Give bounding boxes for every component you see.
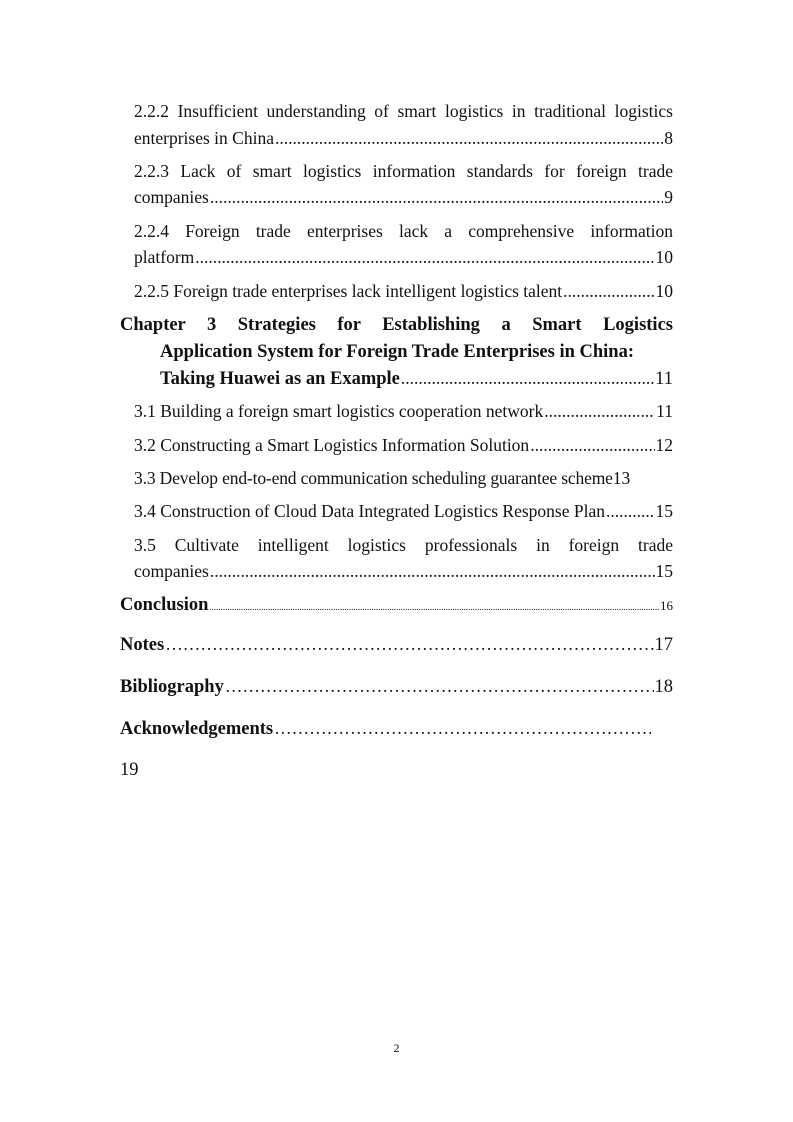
toc-entry-text: 3.1 Building a foreign smart logistics cooperation network bbox=[134, 401, 544, 421]
toc-entry-2-2-3-continuation bbox=[134, 185, 673, 209]
dot-leader bbox=[401, 366, 654, 390]
toc-page-number: 15 bbox=[655, 501, 673, 521]
toc-entry-text: Notes bbox=[120, 635, 165, 655]
toc-page-number: 16 bbox=[660, 598, 673, 613]
toc-entry-2-2-2-continuation bbox=[134, 126, 673, 150]
dot-leader bbox=[544, 399, 655, 423]
toc-page-number: 15 bbox=[655, 561, 673, 581]
toc-page-number: 10 bbox=[655, 281, 673, 301]
toc-entry-text: platform bbox=[134, 247, 195, 267]
toc-page-number-acknowledgements: 19 bbox=[120, 760, 139, 780]
toc-entry-bibliography bbox=[120, 674, 673, 698]
toc-page-number: 12 bbox=[655, 435, 673, 455]
toc-entry-text: Conclusion bbox=[120, 595, 209, 615]
toc-page-number: 11 bbox=[655, 369, 673, 389]
toc-entry-3-5-continuation bbox=[134, 559, 673, 583]
toc-entry-3-5-title: 3.5 Cultivate intelligent logistics professionals in foreign trade bbox=[134, 535, 673, 555]
toc-entry-2-2-4-title: 2.2.4 Foreign trade enterprises lack a comprehensive information bbox=[134, 221, 673, 241]
dot-leader bbox=[563, 279, 654, 303]
page-number: 2 bbox=[393, 1041, 400, 1055]
toc-entry-3-3 bbox=[134, 466, 673, 490]
toc-entry-text: companies bbox=[134, 561, 209, 581]
toc-entry-text: 3.4 Construction of Cloud Data Integrated Logistics Response Plan bbox=[134, 501, 605, 521]
toc-chapter-3-line3 bbox=[160, 366, 673, 390]
toc-page-number: 17 bbox=[654, 635, 673, 655]
toc-page-number: 9 bbox=[664, 187, 673, 207]
dot-leader bbox=[210, 559, 655, 583]
dot-leader bbox=[225, 674, 654, 698]
toc-entry-text: 2.2.5 Foreign trade enterprises lack intelligent logistics talent bbox=[134, 281, 563, 301]
toc-entry-text: 3.2 Constructing a Smart Logistics Information Solution bbox=[134, 435, 530, 455]
toc-entry-text: companies bbox=[134, 187, 209, 207]
toc-entry-text: enterprises in China bbox=[134, 128, 274, 148]
dot-leader bbox=[274, 716, 651, 740]
toc-chapter-3-line2: Application System for Foreign Trade Enterprises in China: bbox=[160, 342, 634, 362]
toc-entry-acknowledgements bbox=[120, 716, 652, 740]
dot-leader bbox=[275, 126, 663, 150]
toc-entry-text: Bibliography bbox=[120, 677, 224, 697]
dot-leader bbox=[530, 433, 654, 457]
dot-leader bbox=[209, 595, 659, 617]
dot-leader bbox=[210, 185, 663, 209]
toc-entry-text: Taking Huawei as an Example bbox=[160, 369, 400, 389]
toc-entry-3-2 bbox=[134, 433, 673, 457]
toc-page-number: 13 bbox=[612, 468, 631, 488]
toc-entry-2-2-3-title: 2.2.3 Lack of smart logistics information standards for foreign trade bbox=[134, 161, 673, 181]
toc-entry-2-2-5 bbox=[134, 279, 673, 303]
toc-entry-3-1 bbox=[134, 399, 673, 423]
dot-leader bbox=[606, 499, 655, 523]
toc-page-number: 11 bbox=[656, 401, 673, 421]
toc-page-number: 8 bbox=[664, 128, 673, 148]
dot-leader bbox=[165, 632, 653, 656]
toc-page-number: 10 bbox=[655, 247, 673, 267]
toc-entry-2-2-4-continuation bbox=[134, 245, 673, 269]
toc-entry-notes bbox=[120, 632, 673, 656]
toc-page-number: 18 bbox=[654, 677, 673, 697]
toc-entry-text: Acknowledgements bbox=[120, 719, 274, 739]
dot-leader bbox=[195, 245, 654, 269]
toc-entry-conclusion bbox=[120, 593, 673, 617]
toc-entry-2-2-2-title: 2.2.2 Insufficient understanding of smart logistics in traditional logistics bbox=[134, 101, 673, 121]
toc-chapter-3-title: Chapter 3 Strategies for Establishing a Smart Logistics bbox=[120, 315, 673, 335]
toc-entry-3-4 bbox=[134, 499, 673, 523]
toc-entry-text: 3.3 Develop end-to-end communication scheduling guarantee scheme bbox=[134, 468, 613, 488]
